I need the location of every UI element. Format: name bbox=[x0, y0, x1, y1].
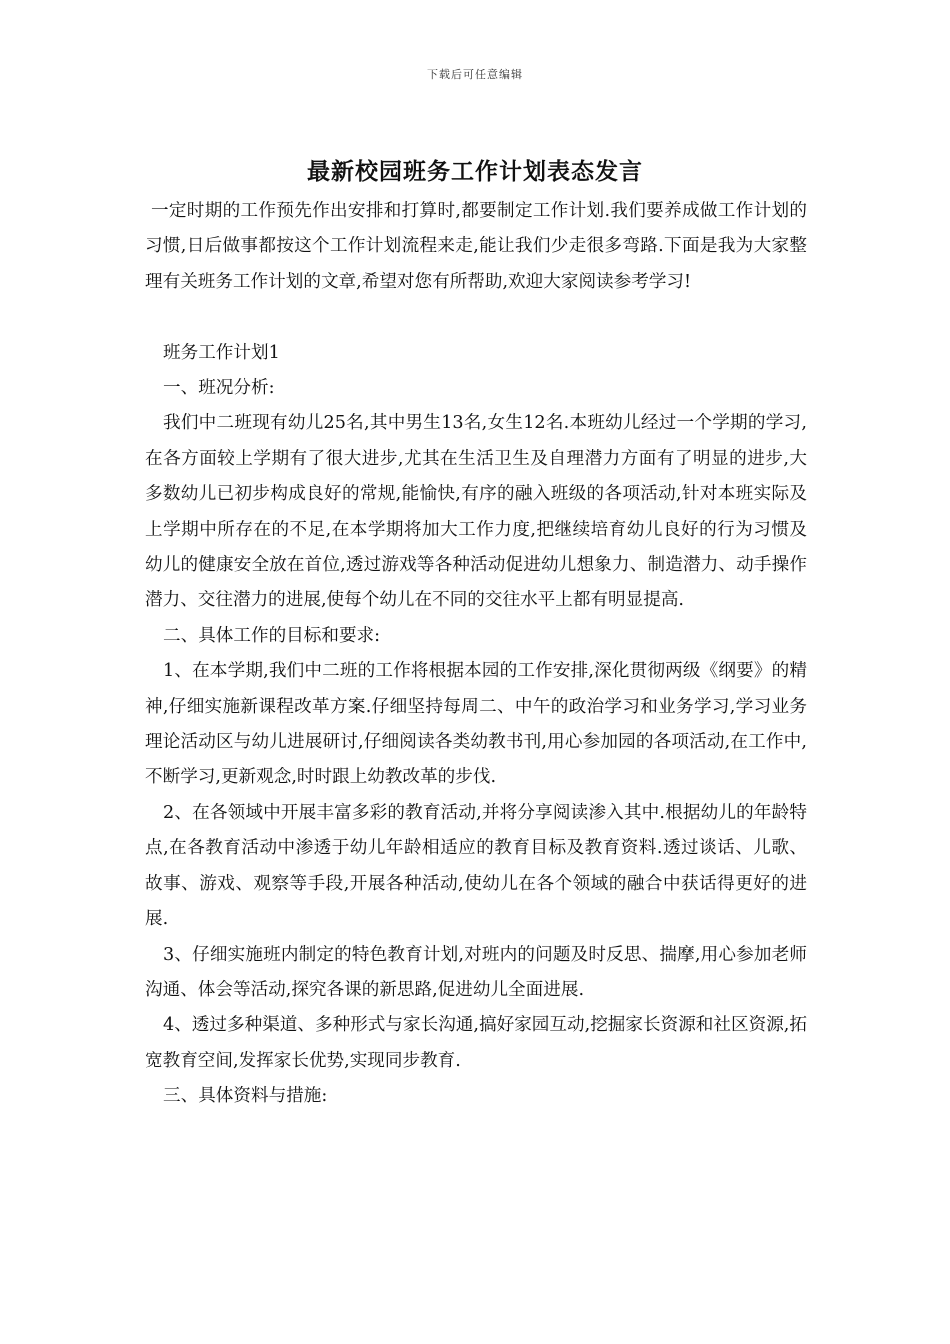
header-note: 下载后可任意编辑 bbox=[427, 68, 523, 81]
list-item-3: 3、仔细实施班内制定的特色教育计划,对班内的问题及时反思、揣摩,用心参加老师沟通、体会等活动,探究各课的新思路,促进幼儿全面进展. bbox=[145, 944, 807, 1000]
paragraph-class-analysis: 我们中二班现有幼儿25名,其中男生13名,女生12名.本班幼儿经过一个学期的学习,在各方面较上学期有了很大进步,尤其在生活卫生及自理潜力方面有了明显的进步,大多数幼儿已初步构成良好的常规,能愉快,有序的融入班级的各项活动,针对本班实际及上学期中所存在的不足,在本学期将加大工作力度,把继续培育幼儿良好的行为习惯及幼儿的健康安全放在首位,透过游戏等各种活动促进幼儿想象力、制造潜力、动手操作潜力、交往潜力的进展,使每个幼儿在不同的交往水平上都有明显提高. bbox=[145, 413, 807, 611]
list-item-4: 4、透过多种渠道、多种形式与家长沟通,搞好家园互动,挖掘家长资源和社区资源,拓宽教育空间,发挥家长优势,实现同步教育. bbox=[145, 1015, 807, 1071]
list-item-2: 2、在各领域中开展丰富多彩的教育活动,并将分享阅读渗入其中.根据幼儿的年龄特点,在各教育活动中渗透于幼儿年龄相适应的教育目标及教育资料.透过谈话、儿歌、故事、游戏、观察等手段,开展各种活动,使幼儿在各个领域的融合中获话得更好的进展. bbox=[145, 802, 807, 930]
list-item-1: 1、在本学期,我们中二班的工作将根据本园的工作安排,深化贯彻两级《纲要》的精神,仔细实施新课程改革方案.仔细坚持每周二、中午的政治学习和业务学习,学习业务理论活动区与幼儿进展研讨,仔细阅读各类幼教书刊,用心参加园的各项活动,在工作中,不断学习,更新观念,时时跟上幼教改革的步伐. bbox=[145, 661, 807, 788]
document-title: 最新校园班务工作计划表态发言 bbox=[307, 158, 643, 185]
blank-line bbox=[145, 300, 807, 335]
heading-goals: 二、具体工作的目标和要求: bbox=[163, 625, 381, 646]
section-title: 班务工作计划1 bbox=[163, 342, 280, 363]
intro-paragraph: 一定时期的工作预先作出安排和打算时,都要制定工作计划.我们要养成做工作计划的习惯,日后做事都按这个工作计划流程来走,能让我们少走很多弯路.下面是我为大家整理有关班务工作计划的文章,希望对您有所帮助,欢迎大家阅读参考学习! bbox=[145, 201, 807, 292]
document-body bbox=[145, 194, 807, 1115]
heading-class-analysis: 一、班况分析: bbox=[163, 378, 275, 399]
heading-measures: 三、具体资料与措施: bbox=[163, 1086, 328, 1107]
